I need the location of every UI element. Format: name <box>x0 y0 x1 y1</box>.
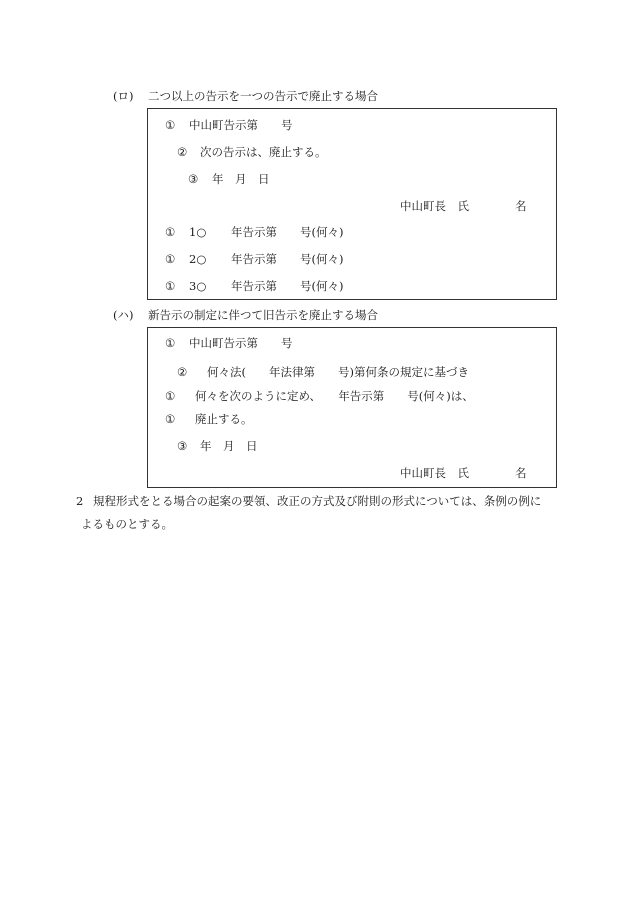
ro-item2-mark: ① <box>165 252 176 266</box>
ha-line3-text: 何々を次のように定め、 年告示第 号(何々)は、 <box>195 389 474 403</box>
ha-line1-mark: ① <box>165 336 176 350</box>
ha-line4-text: 廃止する。 <box>195 412 253 426</box>
ha-line5-mark: ③ <box>177 439 188 453</box>
paragraph-2-line2: よるものとする。 <box>81 517 173 531</box>
ro-item3-text: 年告示第 号(何々) <box>231 279 344 293</box>
section-ha-heading: 新告示の制定に伴つて旧告示を廃止する場合 <box>148 308 378 322</box>
ha-line4-mark: ① <box>165 412 176 426</box>
ro-item3-num: 3○ <box>189 279 207 293</box>
ro-line1-text: 中山町告示第 号 <box>189 118 293 132</box>
ro-line3-mark: ③ <box>188 172 199 186</box>
section-ro-label: (ロ) <box>113 89 134 103</box>
section-ha-box <box>147 327 557 488</box>
ha-signature: 中山町長 氏 名 <box>400 466 527 480</box>
ro-item3-mark: ① <box>165 279 176 293</box>
section-ro-box <box>147 108 557 300</box>
ro-line3-date: 年 月 日 <box>212 172 270 186</box>
ha-line2-mark: ② <box>177 365 188 379</box>
ha-line3-mark: ① <box>165 389 176 403</box>
ro-signature: 中山町長 氏 名 <box>400 199 527 213</box>
section-ro-heading: 二つ以上の告示を一つの告示で廃止する場合 <box>148 89 378 103</box>
ro-item2-num: 2○ <box>189 252 207 266</box>
paragraph-2-number: 2 <box>76 494 84 508</box>
ro-item2-text: 年告示第 号(何々) <box>231 252 344 266</box>
ro-item1-mark: ① <box>165 225 176 239</box>
ro-line2-mark: ② <box>177 145 188 159</box>
ha-line1-text: 中山町告示第 号 <box>189 336 293 350</box>
ro-line1-mark: ① <box>165 118 176 132</box>
ro-item1-text: 年告示第 号(何々) <box>231 225 344 239</box>
ro-line2-text: 次の告示は、廃止する。 <box>200 145 327 159</box>
paragraph-2-line1: 規程形式をとる場合の起案の要領、改正の方式及び附則の形式については、条例の例に <box>93 494 542 508</box>
section-ha-label: (ハ) <box>113 308 134 322</box>
ha-line5-date: 年 月 日 <box>200 439 258 453</box>
ro-item1-num: 1○ <box>189 225 207 239</box>
ha-line2-text: 何々法( 年法律第 号)第何条の規定に基づき <box>207 365 469 379</box>
